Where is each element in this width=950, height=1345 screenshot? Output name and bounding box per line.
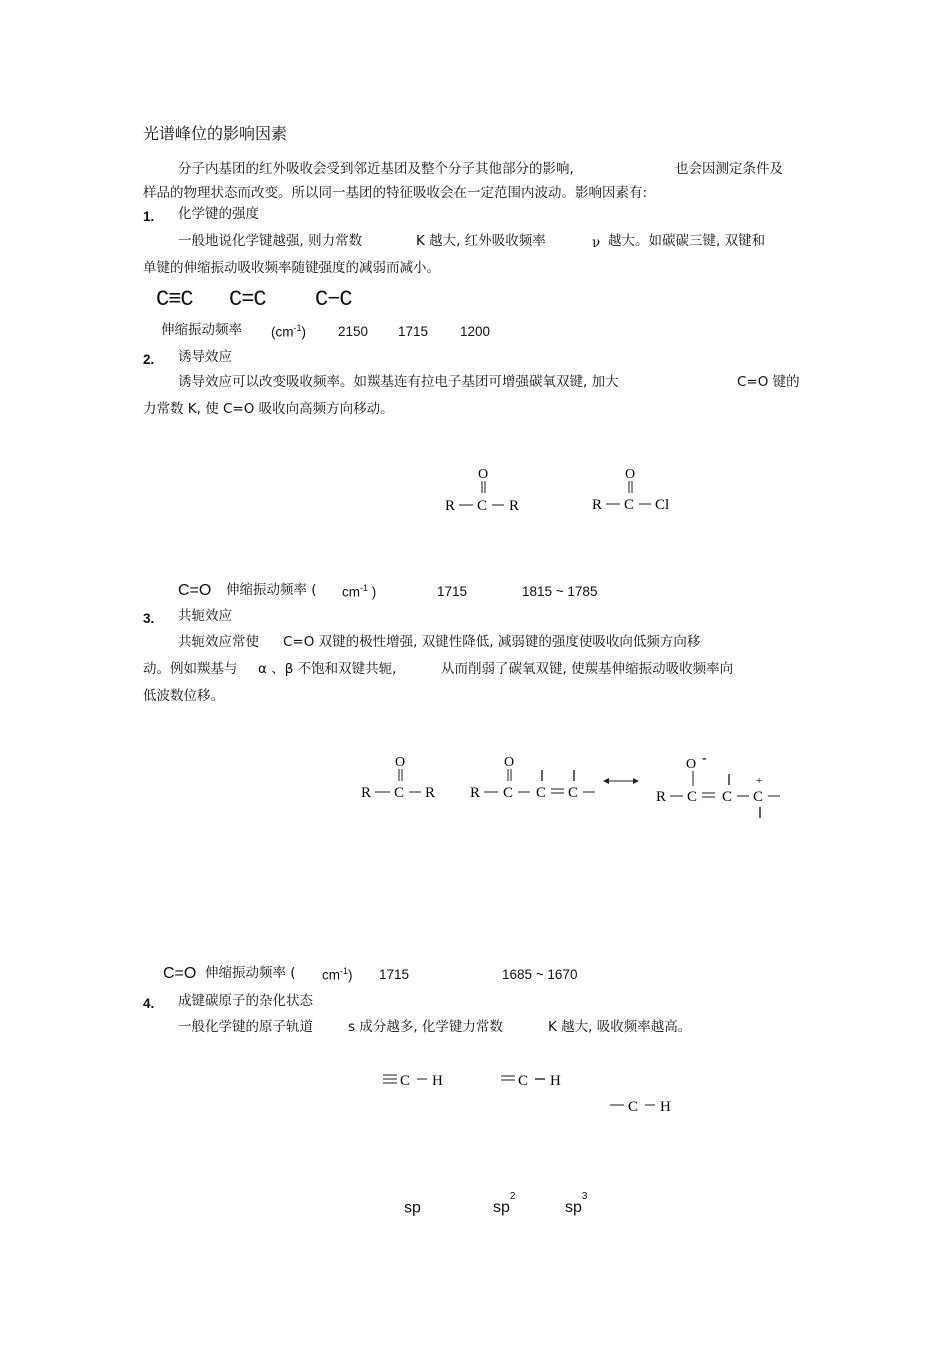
section2-heading: 诱导效应 [178, 349, 232, 365]
resonance-structure [652, 750, 792, 825]
svg-text:C: C [394, 785, 405, 801]
s3-p2c: 从而削弱了碳氧双键, 使羰基伸缩振动吸收频率向 [441, 661, 734, 677]
s1-unit: $(cm^{-1})$ [271, 323, 307, 340]
atom-r-right: R [509, 498, 520, 514]
section1-number: 1. [143, 209, 155, 224]
hyb-sp3: $sp^3$ [565, 1191, 588, 1217]
section4-number: 4. [143, 996, 155, 1011]
s3-unit: $cm^{-1}$) [322, 966, 353, 983]
sp2-ch-structure [498, 1066, 573, 1090]
atom-c: C [624, 497, 635, 513]
s1-p2: 单键的伸缩振动吸收频率随键强度的减弱而减小。 [143, 260, 440, 276]
s3-p3: 低波数位移。 [143, 688, 224, 704]
section4-heading: 成键碳原子的杂化状态 [178, 993, 313, 1009]
svg-text:-: - [702, 751, 707, 766]
s1-value-single: 1200 [460, 324, 491, 339]
s3-freq-label: 伸缩振动频率 ( [205, 965, 296, 981]
svg-text:C: C [568, 785, 579, 801]
atom-cl: Cl [655, 497, 670, 513]
s4-p1a: 一般化学键的原子轨道 [178, 1019, 313, 1035]
s1-nu-symbol: ν [592, 235, 601, 251]
s1-p1a: 一般地说化学键越强, 则力常数 [178, 233, 363, 249]
s2-unit: $cm^{-1}$ ) [342, 583, 377, 600]
s2-value-acyl-chloride: 1815 ~ 1785 [522, 584, 598, 599]
bond-single: C−C [315, 287, 352, 312]
intro-line1a: 分子内基团的红外吸收会受到邻近基团及整个分子其他部分的影响, [178, 161, 574, 177]
svg-text:C: C [753, 789, 764, 805]
section3-number: 3. [143, 611, 155, 626]
s4-p1b: s 成分越多, 化学键力常数 [348, 1019, 503, 1035]
svg-text:H: H [550, 1073, 561, 1089]
s2-freq-label: 伸缩振动频率 ( [226, 582, 317, 598]
svg-text:O: O [395, 755, 406, 770]
s1-freq-label: 伸缩振动频率 [161, 322, 242, 338]
atom-c: C [477, 498, 488, 514]
sp3-ch-structure [606, 1092, 681, 1116]
hyb-sp: sp [404, 1199, 421, 1217]
bond-double: C=C [229, 287, 266, 312]
intro-line2: 样品的物理状态而改变。所以同一基团的特征吸收会在一定范围内波动。影响因素有: [143, 185, 648, 201]
svg-text:O: O [686, 757, 697, 772]
section1-heading: 化学键的强度 [178, 206, 259, 222]
s3-p2a: 动。例如羰基与 [143, 661, 238, 677]
svg-text:+: + [756, 775, 763, 787]
s3-p1a: 共轭效应常使 [178, 634, 259, 650]
s1-value-double: 1715 [398, 324, 429, 339]
s2-p1b: C=O 键的 [737, 374, 800, 390]
svg-text:C: C [722, 789, 733, 805]
s1-value-triple: 2150 [338, 324, 369, 339]
sp-ch-structure [380, 1066, 455, 1090]
s3-value-ketone: 1715 [379, 967, 410, 982]
s2-p1a: 诱导效应可以改变吸收频率。如羰基连有拉电子基团可增强碳氧双键, 加大 [178, 374, 619, 390]
s2-co-label: C=O [178, 582, 212, 599]
s3-p2b: α 、β 不饱和双键共轭, [258, 661, 397, 677]
svg-text:C: C [503, 785, 514, 801]
s3-co-label: C=O [163, 965, 197, 982]
s3-p1b: C=O 双键的极性增强, 双键性降低, 减弱键的强度使吸收向低频方向移 [283, 634, 701, 650]
ketone-structure-2 [356, 748, 446, 808]
atom-r-left: R [445, 498, 456, 514]
svg-text:C: C [400, 1073, 411, 1089]
intro-line1b: 也会因测定条件及 [675, 161, 783, 177]
bond-triple: C≡C [156, 287, 193, 312]
atom-o: O [625, 467, 636, 482]
svg-text:R: R [361, 785, 372, 801]
page-title: 光谱峰位的影响因素 [143, 124, 288, 143]
section3-heading: 共轭效应 [178, 608, 232, 624]
ketone-structure [440, 460, 530, 520]
s2-p2: 力常数 K, 使 C=O 吸收向高频方向移动。 [143, 401, 394, 417]
svg-text:O: O [504, 755, 515, 770]
svg-text:H: H [432, 1073, 443, 1089]
s2-value-ketone: 1715 [437, 584, 468, 599]
atom-r: R [592, 497, 603, 513]
atom-o: O [478, 467, 489, 482]
hyb-sp2: $sp^2$ [493, 1191, 516, 1217]
svg-text:R: R [656, 789, 667, 805]
s1-p1b: K 越大, 红外吸收频率 [416, 233, 546, 249]
section2-number: 2. [143, 352, 155, 367]
enone-structure [466, 748, 606, 808]
svg-text:R: R [425, 785, 436, 801]
svg-text:C: C [687, 789, 698, 805]
s1-p1d: 越大。如碳碳三键, 双键和 [608, 233, 766, 249]
svg-text:H: H [660, 1099, 671, 1115]
svg-text:C: C [536, 785, 547, 801]
resonance-arrow [601, 773, 641, 789]
s3-value-enone: 1685 ~ 1670 [502, 967, 578, 982]
svg-text:C: C [628, 1099, 639, 1115]
acyl-chloride-structure [588, 460, 688, 520]
svg-text:R: R [470, 785, 481, 801]
s4-p1c: K 越大, 吸收频率越高。 [548, 1019, 692, 1035]
svg-text:C: C [518, 1073, 529, 1089]
